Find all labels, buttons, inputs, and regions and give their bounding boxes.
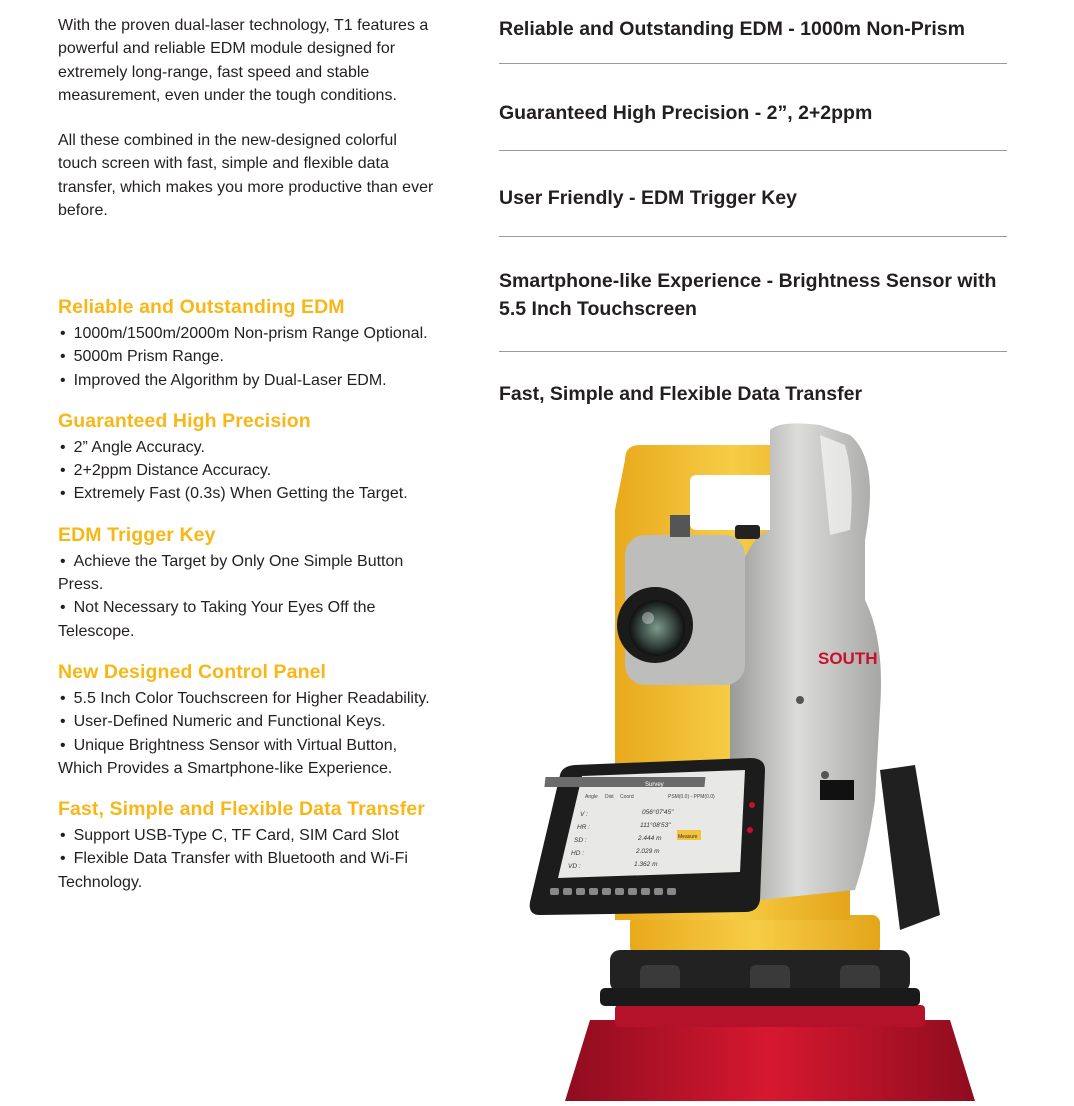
feature-edm xyxy=(58,294,438,392)
screen-status: PSM(0.0) - PPM(0.0) xyxy=(668,794,715,800)
row-value: 2.444 m xyxy=(638,835,662,842)
feature-item: • Not Necessary to Taking Your Eyes Off the Telescope. xyxy=(58,596,438,643)
highlight-data-transfer: Fast, Simple and Flexible Data Transfer xyxy=(499,383,863,405)
intro-paragraph-1: With the proven dual-laser technology, T1 features a powerful and reliable EDM module designed for extremely long-range, fast speed and stable measurement, even under the tough conditions. xyxy=(58,17,429,104)
total-station-image xyxy=(520,420,1020,1101)
total-station-illustration xyxy=(520,420,1020,1101)
feature-item: • 2” Angle Accuracy. xyxy=(58,436,438,459)
feature-title: Reliable and Outstanding EDM xyxy=(58,296,345,318)
feature-trigger-key xyxy=(58,522,438,643)
feature-item: • 5000m Prism Range. xyxy=(58,345,438,368)
highlight-trigger-key: User Friendly - EDM Trigger Key xyxy=(499,151,1007,237)
row-label: HR : xyxy=(577,824,590,831)
feature-item: • 5.5 Inch Color Touchscreen for Higher Readability. xyxy=(58,687,438,710)
feature-title: Fast, Simple and Flexible Data Transfer xyxy=(58,798,425,821)
row-label: VD : xyxy=(568,863,581,870)
measure-button-label: Measure xyxy=(678,834,698,840)
feature-item: • Support USB-Type C, TF Card, SIM Card Slot xyxy=(58,824,438,847)
feature-list xyxy=(58,294,438,910)
row-value: 2.029 m xyxy=(636,848,660,855)
screen-tab-angle: Angle xyxy=(585,794,598,800)
row-value: 056°07'45" xyxy=(642,809,674,816)
feature-item: • Achieve the Target by Only One Simple Button Press. xyxy=(58,550,438,597)
row-value: 1.362 m xyxy=(634,861,658,868)
intro-paragraph-2: All these combined in the new-designed colorful touch screen with fast, simple and flexible data transfer, which makes you more productive than ever before. xyxy=(58,132,434,220)
screen-tab-coord: Coord xyxy=(620,794,634,800)
feature-title: Guaranteed High Precision xyxy=(58,409,311,432)
feature-item: • Extremely Fast (0.3s) When Getting the Target. xyxy=(58,482,438,505)
feature-title: EDM Trigger Key xyxy=(58,523,216,546)
control-panel xyxy=(530,758,765,915)
feature-item: • 1000m/1500m/2000m Non-prism Range Optional. xyxy=(58,322,438,345)
row-label: SD : xyxy=(574,837,587,844)
row-value: 111°08'53" xyxy=(640,822,671,829)
screen-title: Survey xyxy=(645,782,664,788)
intro-text xyxy=(58,14,438,222)
feature-control-panel xyxy=(58,659,438,780)
brand-logo: SOUTH xyxy=(818,649,878,668)
feature-data-transfer xyxy=(58,796,438,894)
feature-item: • 2+2ppm Distance Accuracy. xyxy=(58,459,438,482)
highlight-edm: Reliable and Outstanding EDM - 1000m Non-Prism xyxy=(499,0,1007,64)
highlight-touchscreen: Smartphone-like Experience - Brightness Sensor with 5.5 Inch Touchscreen xyxy=(499,237,1007,352)
feature-item: • Flexible Data Transfer with Bluetooth and Wi-Fi Technology. xyxy=(58,847,438,894)
highlights xyxy=(499,0,1007,408)
tripod-head xyxy=(565,1020,975,1101)
row-label: V : xyxy=(580,811,588,818)
telescope-lens xyxy=(629,600,685,656)
highlight-precision: Guaranteed High Precision - 2”, 2+2ppm xyxy=(499,64,1007,151)
feature-precision xyxy=(58,408,438,506)
feature-title: New Designed Control Panel xyxy=(58,660,327,683)
feature-item: • Unique Brightness Sensor with Virtual Button, Which Provides a Smartphone-like Experience. xyxy=(58,734,438,781)
row-label: HD : xyxy=(571,850,584,857)
feature-item: • Improved the Algorithm by Dual-Laser EDM. xyxy=(58,369,438,392)
feature-item: • User-Defined Numeric and Functional Keys. xyxy=(58,710,438,733)
screen-tab-dist: Dist xyxy=(605,794,614,800)
